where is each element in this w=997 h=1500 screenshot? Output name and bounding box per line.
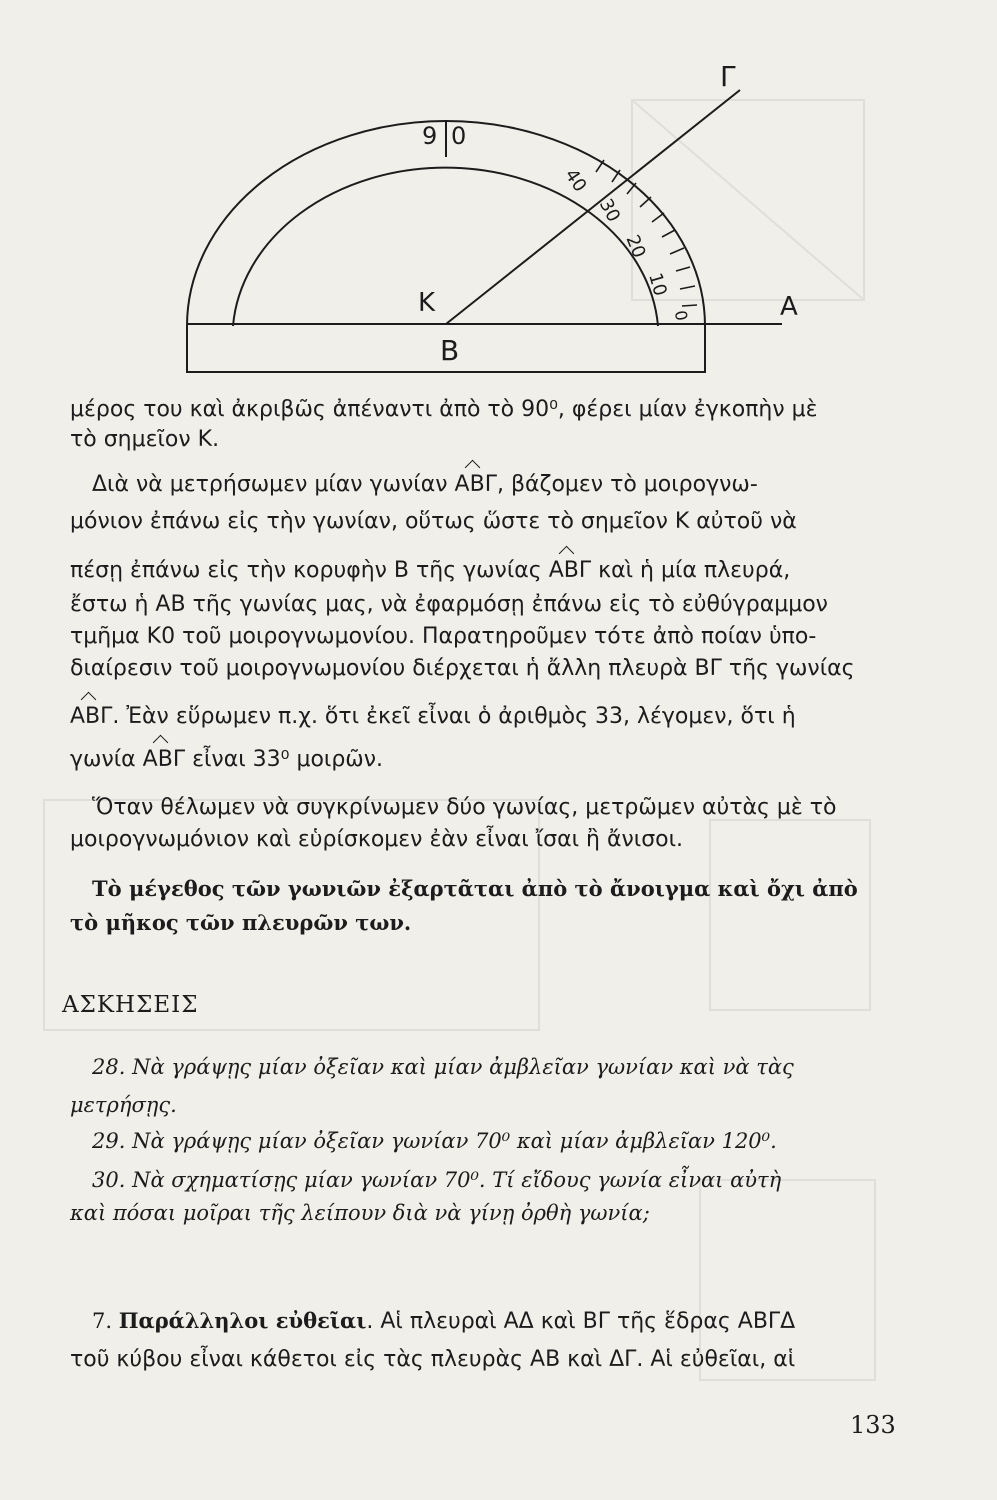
- label-gamma: Γ: [720, 60, 736, 93]
- exercise-30-cont: καὶ πόσαι μοῖραι τῆς λείπουν διὰ νὰ γίνῃ ὀρθὴ γωνία;: [70, 1201, 650, 1225]
- section-7-line: [92, 1306, 795, 1337]
- label-kappa: Κ: [418, 288, 436, 318]
- angle-abg-label: ΑΒΓ: [548, 558, 592, 583]
- text-line: τμῆμα Κ0 τοῦ μοιρογνωμονίου. Παρατηροῦμεν τότε ἀπὸ ποίαν ὑπο-: [70, 624, 817, 649]
- exercise-28: [92, 1052, 794, 1082]
- exercises-heading: ΑΣΚΗΣΕΙΣ: [62, 992, 199, 1018]
- exercise-29: 29. Νὰ γράψῃς μίαν ὀξεῖαν γωνίαν 70⁰ καὶ μίαν ἀμβλεῖαν 120⁰.: [92, 1129, 777, 1153]
- protractor-drawing: [0, 0, 997, 390]
- text-span: πέσῃ ἐπάνω εἰς τὴν κορυφὴν Β τῆς γωνίας: [70, 558, 549, 583]
- label-ninety: 9: [422, 122, 438, 150]
- rule-statement: τὸ μῆκος τῶν πλευρῶν των.: [70, 910, 412, 935]
- page-number: 133: [850, 1411, 896, 1439]
- exercise-text: 28. Νὰ γράψῃς μίαν ὀξεῖαν καὶ μίαν ἀμβλεῖαν γωνίαν καὶ νὰ τὰς: [92, 1055, 794, 1079]
- exercise-28-cont: μετρήσῃς.: [70, 1093, 177, 1117]
- tick-label-10: 10: [644, 270, 671, 299]
- angle-abg: [549, 556, 591, 586]
- text-line: ἔστω ἡ ΑΒ τῆς γωνίας μας, νὰ ἐφαρμόσῃ ἐπάνω εἰς τὸ εὐθύγραμμον: [70, 592, 828, 617]
- label-alpha: Α: [780, 292, 798, 322]
- text-span: , βάζομεν τὸ μοιρογνω-: [496, 472, 758, 497]
- text-line: [70, 745, 383, 775]
- text-line: διαίρεσιν τοῦ μοιρογνωμονίου διέρχεται ἡ ἄλλη πλευρὰ ΒΓ τῆς γωνίας: [70, 656, 855, 681]
- tick-label-30: 30: [594, 195, 625, 226]
- section-title: Παράλληλοι εὐθεῖαι: [118, 1308, 367, 1333]
- rule-statement: Τὸ μέγεθος τῶν γωνιῶν ἐξαρτᾶται ἀπὸ τὸ ἄνοιγμα καὶ ὄχι ἀπὸ: [92, 876, 858, 901]
- angle-abg: [143, 745, 185, 775]
- text-line: [92, 470, 758, 500]
- exercise-30: 30. Νὰ σχηματίσῃς μίαν γωνίαν 70⁰. Τί εἴδους γωνία εἶναι αὐτὴ: [92, 1168, 782, 1192]
- text-line: μέρος του καὶ ἀκριβῶς ἀπέναντι ἀπὸ τὸ 90⁰, φέρει μίαν ἐγκοπὴν μὲ: [70, 397, 818, 422]
- angle-abg: [455, 470, 497, 500]
- text-span: . Ἐὰν εὕρωμεν π.χ. ὅτι ἐκεῖ εἶναι ὁ ἀριθμὸς 33, λέγομεν, ὅτι ἡ: [112, 704, 796, 729]
- text-span: καὶ ἡ μία πλευρά,: [591, 558, 791, 583]
- text-span: . Αἱ πλευραὶ ΑΔ καὶ ΒΓ τῆς ἕδρας ΑΒΓΔ: [366, 1309, 796, 1334]
- text-line: [70, 702, 796, 732]
- tick-label-0: 0: [670, 308, 692, 323]
- angle-abg: [70, 702, 112, 732]
- protractor-figure: [0, 0, 997, 390]
- protractor-inner-arc: [233, 168, 658, 326]
- text-line: Ὅταν θέλωμεν νὰ συγκρίνωμεν δύο γωνίας, μετρῶμεν αὐτὰς μὲ τὸ: [92, 795, 837, 820]
- angle-abg-label: ΑΒΓ: [142, 747, 186, 772]
- side-bg: [446, 90, 740, 324]
- text-line: [70, 556, 790, 586]
- text-span: γωνία: [70, 747, 143, 772]
- text-span: Διὰ νὰ μετρήσωμεν μίαν γωνίαν: [92, 472, 455, 497]
- label-zero-top: 0: [451, 122, 467, 150]
- tick-label-20: 20: [621, 231, 650, 262]
- angle-abg-label: ΑΒΓ: [454, 472, 497, 497]
- text-line: μόνιον ἐπάνω εἰς τὴν γωνίαν, οὕτως ὥστε τὸ σημεῖον Κ αὐτοῦ νὰ: [70, 509, 797, 534]
- text-line: τὸ σημεῖον Κ.: [70, 427, 220, 452]
- label-beta: Β: [440, 334, 460, 367]
- tick-label-40: 40: [560, 165, 591, 196]
- angle-abg-label: ΑΒΓ: [70, 704, 113, 729]
- text-span: εἶναι 33⁰ μοιρῶν.: [185, 747, 384, 772]
- text-line: τοῦ κύβου εἶναι κάθετοι εἰς τὰς πλευρὰς ΑΒ καὶ ΔΓ. Αἱ εὐθεῖαι, αἱ: [70, 1347, 796, 1372]
- section-number: 7.: [92, 1309, 119, 1333]
- text-line: μοιρογνωμόνιον καὶ εὑρίσκομεν ἐὰν εἶναι ἴσαι ἢ ἄνισοι.: [70, 827, 684, 852]
